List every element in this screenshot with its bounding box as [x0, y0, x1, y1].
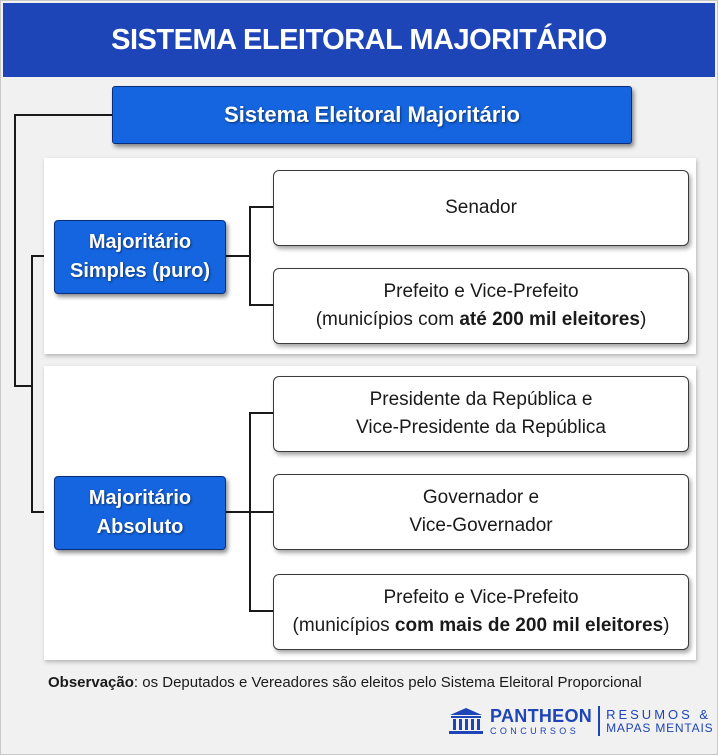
leaf-prefeito-absoluto-prefix: (municípios — [292, 615, 395, 636]
logo-brand-sub: CONCURSOS — [490, 725, 580, 736]
category-absoluto-line2: Absoluto — [96, 516, 184, 538]
leaf-prefeito-simples-prefix: (municípios com — [315, 309, 460, 330]
connector-absolute-leaf2 — [249, 511, 274, 513]
connector-simple-out — [225, 255, 250, 257]
connector-absolute-out — [225, 511, 250, 513]
observation-label: Observação — [48, 674, 134, 691]
connector-trunk-bottom — [14, 385, 32, 387]
leaf-governador-line2: Vice-Governador — [409, 515, 553, 536]
connector-simple-leaf2 — [249, 304, 274, 306]
leaf-prefeito-absoluto-suffix: ) — [663, 615, 670, 636]
category-simples-line1: Majoritário — [88, 231, 192, 253]
logo-tagline-2: MAPAS MENTAIS — [606, 720, 714, 735]
connector-root-left — [14, 114, 113, 116]
leaf-prefeito-simples-line2 — [316, 306, 647, 334]
leaf-prefeito-absoluto-line2 — [293, 612, 670, 640]
observation-note — [48, 674, 642, 691]
page-title-text: SISTEMA ELEITORAL MAJORITÁRIO — [111, 23, 607, 56]
logo-brand — [490, 707, 592, 736]
leaf-senador — [273, 170, 689, 246]
connector-simple-vertical — [249, 206, 251, 305]
leaf-prefeito-absoluto-line1: Prefeito e Vice-Prefeito — [383, 587, 579, 608]
category-simples — [54, 220, 226, 294]
observation-text: : os Deputados e Vereadores são eleitos pelo Sistema Eleitoral Proporcional — [133, 674, 642, 691]
connector-categories-vertical — [31, 255, 33, 513]
category-simples-line2: Simples (puro) — [69, 260, 210, 282]
connector-absolute-leaf1 — [249, 412, 274, 414]
leaf-prefeito-simples-bold: até 200 mil eleitores — [459, 309, 640, 330]
leaf-senador-line1: Senador — [445, 197, 517, 218]
connector-absolute-leaf3 — [249, 610, 274, 612]
leaf-governador — [273, 474, 689, 550]
connector-root-trunk — [14, 114, 16, 386]
logo-separator — [598, 706, 600, 736]
logo-tagline — [606, 708, 713, 734]
category-absoluto-line1: Majoritário — [88, 487, 192, 509]
root-node-label: Sistema Eleitoral Majoritário — [224, 102, 520, 127]
leaf-prefeito-absoluto — [273, 574, 689, 650]
leaf-prefeito-simples-suffix: ) — [639, 309, 647, 330]
leaf-prefeito-simples-line1: Prefeito e Vice-Prefeito — [383, 281, 579, 302]
temple-icon — [448, 707, 484, 735]
leaf-prefeito-simples — [273, 268, 689, 344]
page-title — [3, 3, 715, 77]
pantheon-logo — [448, 704, 713, 738]
connector-simple-leaf1 — [249, 206, 274, 208]
leaf-presidente — [273, 376, 689, 452]
category-absoluto — [54, 476, 226, 550]
leaf-presidente-line2: Vice-Presidente da República — [356, 417, 606, 438]
leaf-governador-line1: Governador e — [422, 487, 540, 508]
root-node — [112, 86, 632, 144]
leaf-prefeito-absoluto-bold: com mais de 200 mil eleitores — [394, 615, 664, 636]
logo-brand-name: PANTHEON — [490, 705, 593, 726]
logo-tagline-1: RESUMOS & — [606, 706, 712, 722]
leaf-presidente-line1: Presidente da República e — [369, 389, 593, 410]
